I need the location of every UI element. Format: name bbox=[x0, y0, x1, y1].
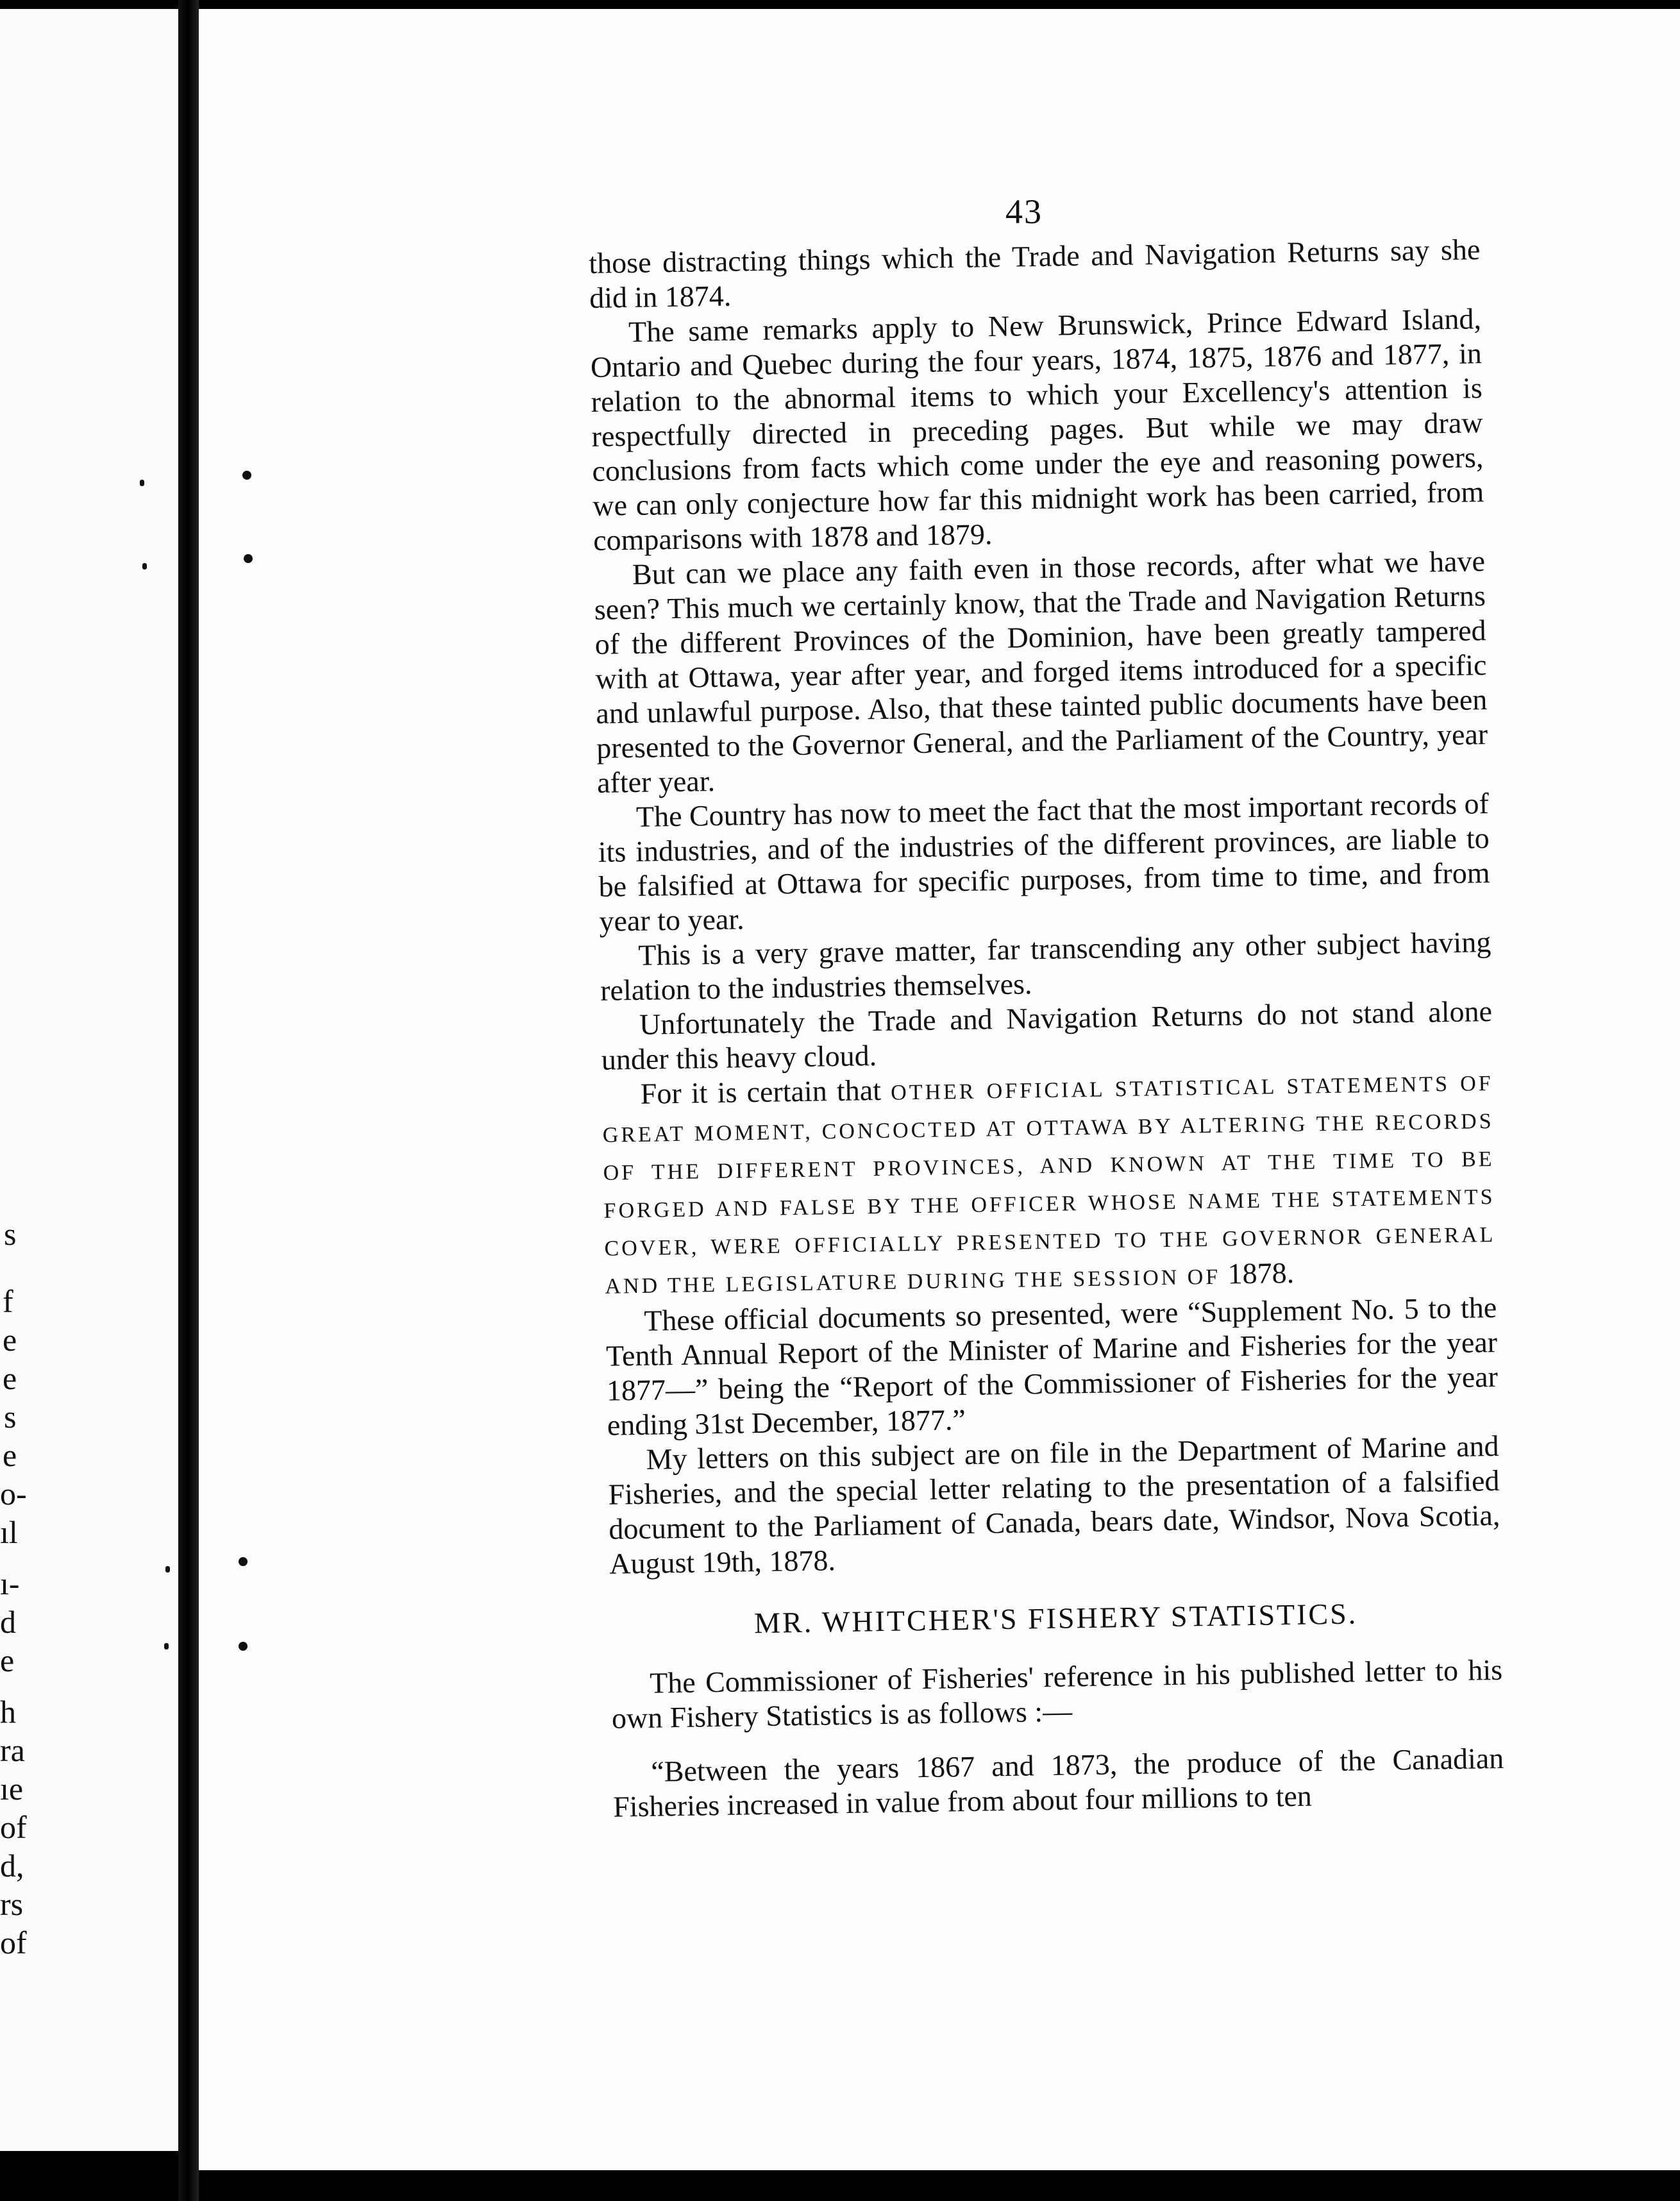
left-fragment: e bbox=[0, 1642, 15, 1678]
left-fragment: e bbox=[3, 1322, 17, 1358]
page-gutter bbox=[178, 0, 199, 2201]
page-number: 43 bbox=[1005, 192, 1043, 231]
left-fragment: d, bbox=[0, 1848, 24, 1884]
left-fragment: rs bbox=[0, 1886, 24, 1922]
body-text bbox=[589, 232, 1504, 1825]
left-fragment: f bbox=[3, 1283, 13, 1319]
binding-mark bbox=[239, 1557, 248, 1566]
section-heading: MR. WHITCHER'S FISHERY STATISTICS. bbox=[753, 1597, 1358, 1640]
left-fragment: e bbox=[3, 1437, 17, 1473]
left-fragment: of bbox=[0, 1809, 27, 1845]
quote-paragraph: “Between the years 1867 and 1873, the produce of the Canadian Fisheries increased in value from about four millions to ten bbox=[612, 1741, 1504, 1823]
binding-mark bbox=[140, 480, 144, 486]
paragraph: This is a very grave matter, far transcending any other subject having relation to the industries themselves. bbox=[600, 925, 1491, 1007]
paragraph-tail: 1878. bbox=[1227, 1256, 1295, 1290]
right-page bbox=[199, 9, 1680, 2170]
binding-mark bbox=[242, 471, 251, 480]
paragraph: These official documents so presented, were “Supplement No. 5 to the Tenth Annual Report of the Minister of Marine and Fisheries for the year 1877—” being the “Report of the Commissioner of Fisheries for the year ending 31st December, 1877.” bbox=[605, 1290, 1499, 1442]
paragraph: those distracting things which the Trade and Navigation Returns say she did in 1874. bbox=[589, 233, 1481, 314]
paragraph: But can we place any faith even in those records, after what we have seen? This much we certainly know, that the Trade and Navigation Returns of the different Provinces of the Dominion, have been greatly tampered with at Ottawa, year after year, and forged items introduced for a specific and unlawful purpose. Also, that these tainted public documents have been presented to the Governor General, and the Parliament of the Country, year after year. bbox=[594, 544, 1488, 799]
paragraph-lead: For it is certain that bbox=[640, 1074, 882, 1110]
left-fragment: of bbox=[0, 1925, 27, 1961]
paragraph: Unfortunately the Trade and Navigation Returns do not stand alone under this heavy cloud. bbox=[601, 995, 1493, 1076]
paragraph: My letters on this subject are on file in the Department of Marine and Fisheries, and the special letter relating to the presentation of a falsified document to the Parliament of Canada, bears date, Windsor, Nova Scotia, August 19th, 1878. bbox=[608, 1429, 1500, 1580]
binding-mark bbox=[244, 554, 253, 563]
paragraph: The same remarks apply to New Brunswick, Prince Edward Island, Ontario and Quebec during the four years, 1874, 1875, 1876 and 1877, in relation to the abnormal items to which your Excellency's attention is respectfully directed in preceding pages. But while we may draw conclusions from facts which come under the eye and reasoning powers, we can only conjecture how far this midnight work has been carried, from comparisons with 1878 and 1879. bbox=[590, 302, 1484, 557]
left-fragment: e bbox=[3, 1360, 17, 1396]
binding-mark bbox=[239, 1642, 248, 1651]
binding-mark bbox=[142, 563, 147, 569]
paragraph: The Country has now to meet the fact that the most important records of its industries, and of the industries of the different provinces, are liable to be falsified at Ottawa for specific purposes, from time to time, and from year to year. bbox=[598, 787, 1490, 938]
left-fragment: ı- bbox=[0, 1565, 20, 1601]
left-fragment: d bbox=[0, 1604, 16, 1640]
left-page bbox=[0, 9, 178, 2151]
left-fragment: ıe bbox=[0, 1771, 24, 1807]
left-fragment: h bbox=[0, 1694, 16, 1730]
left-fragment: ra bbox=[0, 1732, 25, 1768]
small-caps-paragraph bbox=[601, 1063, 1496, 1304]
left-fragment: s bbox=[4, 1216, 17, 1252]
left-fragment: ıl bbox=[0, 1514, 18, 1550]
left-fragment: s bbox=[4, 1399, 17, 1435]
paragraph: The Commissioner of Fisheries' reference in his published letter to his own Fishery Statistics is as follows :— bbox=[611, 1653, 1503, 1735]
left-fragment: o- bbox=[0, 1476, 27, 1512]
binding-mark bbox=[164, 1643, 169, 1649]
binding-mark bbox=[165, 1566, 170, 1573]
small-caps-text: OTHER OFFICIAL STATISTICAL STATEMENTS OF GREAT MOMENT, CONCOCTED AT OTTAWA BY ALTERING THE RECORDS OF THE DIFFERENT PROVINCES, AND KNOWN AT THE TIME TO BE FORGED AND FALSE BY THE OFFICER WHOSE NAME THE STATEMENTS COVER, WERE OFFICIALLY PRESENTED TO THE GOVERNOR GENERAL AND THE LEGISLATURE DURING THE SESSION OF bbox=[602, 1072, 1496, 1299]
